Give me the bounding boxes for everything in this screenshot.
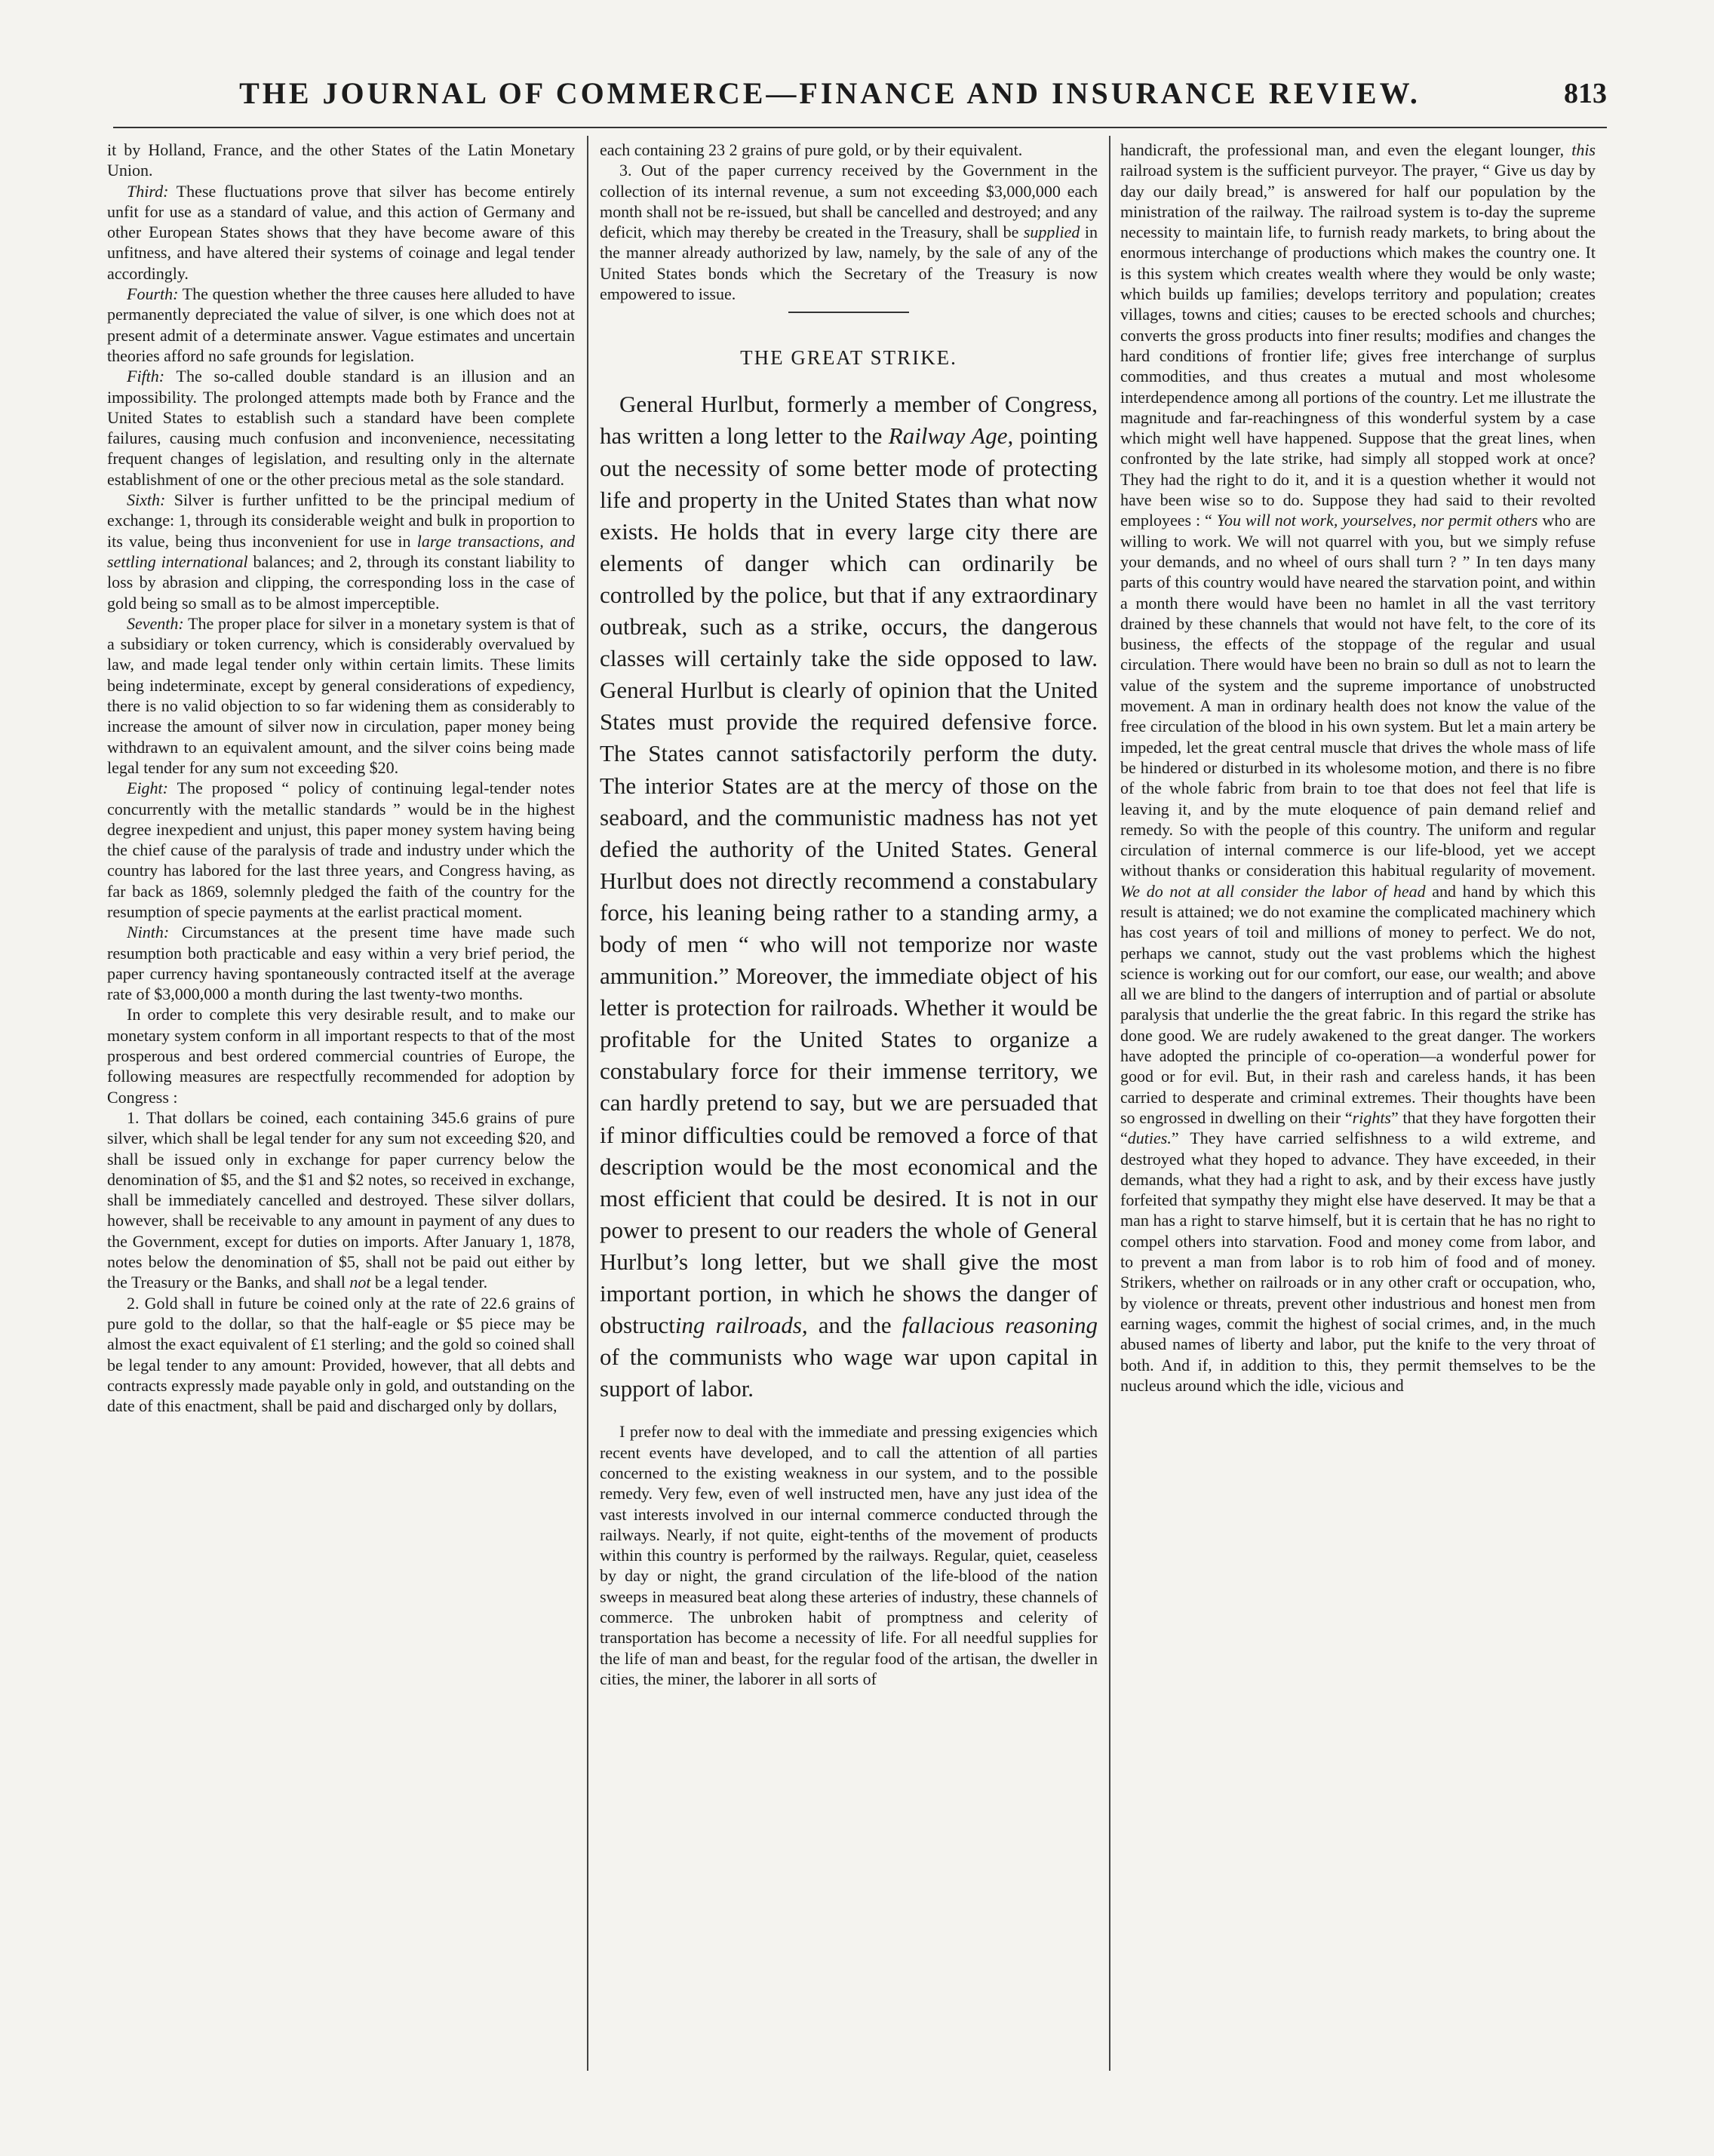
label-eight: Eight: <box>127 779 168 798</box>
text-b: railroad system is the sufficient purveyor. The prayer, “ Give us day by day our daily bread,” is answered for half our population by the ministration of the railway. The railroad system is to-day the supreme necessity to maintain life, to furnish ready markets, to bring about the enormous interchange of productions which makes the country one. It is this system which creates wealth where they would be only waste; which builds up families; develops territory and population; creates villages, towns and cities; causes to be erected schools and churches; converts the gross products into finer results; modifies and changes the hard conditions of frontier life; gives free interchange of surplus commodities, and thus creates a mutual and most wholesome interdependence among all portions of the country. Let me illustrate the magnitude and far-reachingness of this wonderful system by a case which might well have happened. Suppose that the great lines, when confronted by the late strike, had simply all stopped work at once? They had the right to do it, and it is a question whether it would not have been wise so to do. Suppose they had said to their revolted employees : “ <box>1120 161 1596 530</box>
text-seventh: The proper place for silver in a monetary system is that of a subsidiary or token currency, which is considerably overvalued by law, and made legal tender only within certain limits. These limits being indeterminate, except by general considerations of expediency, there is no valid objection to so far widening them as considerably to increase the amount of silver now in circulation, paper money being withdrawn to an equivalent amount, and the silver coins being made legal tender for any sum not exceeding $20. <box>107 613 575 777</box>
masthead <box>113 75 1607 121</box>
intro-text-c: and the <box>807 1312 902 1339</box>
page-number: 813 <box>1564 78 1607 109</box>
column-divider-1 <box>587 136 588 2071</box>
text-item1-b: be a legal tender. <box>370 1273 488 1292</box>
left-column <box>107 140 575 1416</box>
text-f: ” They have carried selfishness to a wild extreme, and destroyed what they hoped to advance. They have exceeded, in their demands, what they had a right to ask, and by their excess have justly forfeited that sympathy they might else have deserved. It may be that a man has a right to starve himself, but it is certain that he has no right to compel others into starvation. Food and money come from labor, and to prevent a man from labor is to rob him of food and of money. Strikers, whether on railroads or in any other craft or occupation, who, by violence or threats, prevent other industrious and honest men from earning wages, commit the highest of social crimes, and, in the much abused names of liberty and labor, put the knife to the very throat of both. And if, in addition to this, they permit themselves to be the nucleus around which the idle, vicious and <box>1120 1129 1596 1395</box>
intro-italic-railway-age: Railway Age, <box>888 422 1014 450</box>
middle-column <box>600 140 1098 1689</box>
letter-continued <box>1120 140 1596 1396</box>
paragraph-gap <box>600 1405 1098 1421</box>
text-item1-italic: not <box>349 1273 371 1292</box>
paragraph-seventh <box>107 613 575 778</box>
recommendation-1 <box>107 1107 575 1293</box>
italic-3: We do not at all consider the labor of head <box>1120 881 1426 901</box>
paragraph-fourth <box>107 284 575 366</box>
paragraph-eight <box>107 778 575 922</box>
paragraph-continued: it by Holland, France, and the other States of the Latin Monetary Union. <box>107 140 575 180</box>
recommendation-2: 2. Gold shall in future be coined only at the rate of 22.6 grains of pure gold to the dollar, so that the half-eagle or $5 piece may be almost the exact equivalent of £1 sterling; and the gold so coined shall be legal tender to any amount: Provided, however, that all debts and contracts expressly made payable only in gold, and outstanding on the date of this enactment, shall be paid and discharged only by dollars, <box>107 1293 575 1416</box>
italic-rights: rights <box>1352 1107 1391 1127</box>
paragraph-sixth <box>107 490 575 613</box>
journal-title: THE JOURNAL OF COMMERCE—FINANCE AND INSURANCE REVIEW. <box>239 76 1421 110</box>
text-eight: The proposed “ policy of continuing legal-tender notes concurrently with the metallic standards ” would be in the highest degree inexpedient and unjust, this paper money system having being the chief cause of the paralysis of trade and industry under which the country has labored for the last three years, and Congress having, as far back as 1869, solemnly pledged the faith of the country for the resumption of specie payments at the earlist practical moment. <box>107 779 575 921</box>
label-fifth: Fifth: <box>127 367 165 386</box>
text-sixth-italic: large transactions, and settling international <box>107 531 575 571</box>
intro-italic-3: fallacious reasoning <box>902 1312 1098 1339</box>
text-d: and hand by which this result is attained; we do not examine the complicated machinery which has cost years of toil and millions of money to perfect. We do not, perhaps we cannot, study out the vast problems which the highest science is working out for our comfort, our ease, our wealth; and above all we are blind to the dangers of interruption and of partial or absolute paralysis that underlie the the great fabric. In this regard the strike has done good. We are rudely awakened to the great danger. The workers have adopted the principle of co-operation—a wonderful power for good or for evil. But, in their rash and careless hands, it has been carried to desperate and criminal extremes. Their thoughts have been so engrossed in dwelling on their “ <box>1120 881 1596 1127</box>
recommendation-3 <box>600 160 1098 304</box>
paragraph-ninth <box>107 922 575 1004</box>
italic-2: You will not work, yourselves, nor permit others <box>1216 511 1538 530</box>
text-sixth-a: Silver is further unfitted to be the principal medium of exchange: 1, through its considerable weight and bulk in proportion to its value, being thus inconvenient for use in <box>107 490 575 551</box>
section-rule <box>788 312 909 313</box>
label-third: Third: <box>127 181 169 201</box>
section-heading: THE GREAT STRIKE. <box>740 346 957 370</box>
intro-italic-2: ing railroads, <box>674 1312 808 1339</box>
masthead-rule <box>113 127 1607 128</box>
right-column <box>1120 140 1596 1396</box>
intro-text-b: pointing out the necessity of some better mode of protecting life and property in the United States than what now exists. He holds that in every large city there are elements of danger which can ordinarily be controlled by the police, but that if any extraordinary outbreak, such as a strike, occurs, the dangerous classes will certainly take the side opposed to law. General Hurlbut is clearly of opinion that the United States must provide the required defensive force. The States cannot satisfactorily perform the duty. The interior States are at the mercy of those on the seaboard, and the communistic madness has not yet defied the authority of the United States. General Hurlbut does not directly recommend a constabulary force, his leaning being rather to a standing army, a body of men “ who will not temporize nor waste ammunition.” Moreover, the immediate object of his letter is protection for railroads. Whether it would be profitable for the United States to organize a constabulary force for their immense territory, we can hardly pretend to say, but we are persuaded that if minor difficulties could be removed a force of that description would be the most economical and the most efficient that could be desired. It is not in our power to present to our readers the whole of General Hurlbut’s long letter, but we shall give the most important portion, in which he shows the danger of obstruct <box>600 422 1098 1339</box>
italic-duties: duties. <box>1127 1129 1172 1148</box>
paragraph-recommendations: In order to complete this very desirable result, and to make our monetary system conform in all important respects to that of the most prosperous and best ordered commercial countries of Europe, the following measures are respectfully recommended for adoption by Congress : <box>107 1005 575 1107</box>
label-ninth: Ninth: <box>127 923 170 942</box>
text-item3-a: 3. Out of the paper currency received by the Government in the collection of its internal revenue, a sum not exceeding $3,000,000 each month shall not be re-issued, but shall be cancelled and destroyed; and any deficit, which may thereby be created in the Treasury, shall be <box>600 161 1098 242</box>
text-a: handicraft, the professional man, and even the elegant lounger, <box>1120 140 1572 159</box>
column-divider-2 <box>1109 136 1110 2071</box>
label-fourth: Fourth: <box>127 284 179 304</box>
text-fifth: The so-called double standard is an illusion and an impossibility. The prolonged attempts made both by France and the United States to establish such a standard have been complete failures, causing much confusion and inconvenience, necessitating frequent changes of legislation, and resulting only in the alternate establishment of one or the other precious metal as the sole standard. <box>107 367 575 489</box>
label-seventh: Seventh: <box>127 613 184 633</box>
text-e: ” that they have forgotten their “ <box>1120 1107 1596 1148</box>
intro-text-a: General Hurlbut, formerly a member of Congress, has written a long letter to the <box>600 391 1098 450</box>
text-item3-b: in the manner already authorized by law, namely, by the sale of any of the United States bonds which the Secretary of the Treasury is now empowered to issue. <box>600 223 1098 304</box>
intro-text-d: of the communists who wage war upon capital in support of labor. <box>600 1344 1098 1402</box>
paragraph-fifth <box>107 366 575 490</box>
text-ninth: Circumstances at the present time have made such resumption both practicable and easy within a very brief period, the paper currency having spontaneously contracted itself at the average rate of $3,000,000 a month during the last twenty-two months. <box>107 923 575 1004</box>
paragraph-third <box>107 181 575 284</box>
letter-paragraph: I prefer now to deal with the immediate and pressing exigencies which recent events have developed, and to call the attention of all parties concerned to the existing weakness in our system, and to the possible remedy. Very few, even of well instructed men, have any just idea of the vast interests involved in our internal commerce conducted through the railways. Nearly, if not quite, eight-tenths of the movement of products within this country is performed by the railways. Regular, quiet, ceaseless by day or night, the grand circulation of the life-blood of the nation sweeps in measured beat along these arteries of industry, these channels of commerce. The unbroken habit of promptness and celerity of transportation has become a necessity of life. For all needful supplies for the life of man and beast, for the regular food of the artisan, the dweller in cities, the miner, the laborer in all sorts of <box>600 1422 1098 1688</box>
text-c: who are willing to work. We will not quarrel with you, but we simply refuse your demands, and no wheel of ours shall turn ? ” In ten days many parts of this country would have neared the starvation point, and within a month there would have been no hamlet in all the vast territory drained by these channels that would not have felt, to the core of its business, the effects of the stoppage of the regular and usual circulation. There would have been no brain so dull as not to learn the value of the system and the supreme importance of unobstructed movement. A man in ordinary health does not know the value of the free circulation of the blood in his own system. But let a main artery be impeded, let the great central muscle that drives the whole mass of life be hindered or disturbed in its wholesome motion, and there is no fibre of the whole fabric from brain to toe that does not feel that life is leaving it, and by the mute eloquence of pain demand relief and remedy. So with the people of this country. The uniform and regular circulation of internal commerce is our life-blood, yet we accept without thanks or consideration this habitual regularity of movement. <box>1120 511 1596 880</box>
article-intro <box>600 389 1098 1405</box>
text-sixth-b: balances; and 2, through its constant liability to loss by abrasion and clipping, the corresponding loss in the case of gold being so small as to be almost imperceptible. <box>107 551 576 613</box>
paragraph-continued: each containing 23 2 grains of pure gold, or by their equivalent. <box>600 140 1023 159</box>
label-sixth: Sixth: <box>127 490 166 510</box>
text-item3-italic: supplied <box>1023 223 1080 242</box>
text-third: These fluctuations prove that silver has become entirely unfit for use as a standard of value, and this action of Germany and other European States shows that they have become aware of this unfitness, and have altered their systems of coinage and legal tender accordingly. <box>107 181 575 283</box>
italic-1: this <box>1571 140 1596 159</box>
text-item1-a: 1. That dollars be coined, each containing 345.6 grains of pure silver, which shall be legal tender for any sum not exceeding $20, and shall be issued only in exchange for paper currency below the denomination of $5, and the $1 and $2 notes, so received in exchange, shall be immediately cancelled and destroyed. These silver dollars, however, shall be receivable to any amount in payment of any dues to the Government, except for duties on imports. After January 1, 1878, notes below the denomination of $5, shall not be paid out either by the Treasury or the Banks, and shall <box>107 1107 575 1292</box>
text-fourth: The question whether the three causes here alluded to have permanently depreciated the value of silver, is one which does not at present admit of a determinate answer. Vague estimates and uncertain theories afford no safe grounds for legislation. <box>107 284 575 365</box>
